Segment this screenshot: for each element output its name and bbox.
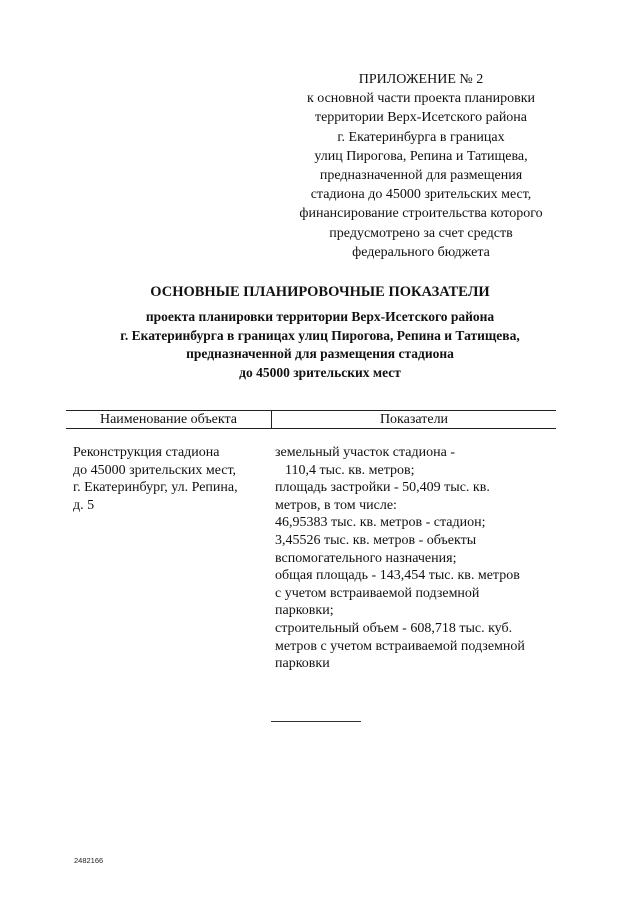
table-header-border (66, 428, 556, 429)
indicator-line: 3,45526 тыс. кв. метров - объекты (275, 532, 477, 548)
indicator-line: общая площадь - 143,454 тыс. кв. метров (275, 568, 520, 584)
table-top-border (66, 410, 556, 411)
document-subtitle (60, 308, 580, 382)
appendix-line: федерального бюджета (352, 244, 490, 260)
subtitle-line: до 45000 зрительских мест (239, 364, 401, 380)
subtitle-line: предназначенной для размещения стадиона (186, 346, 454, 361)
indicator-line: земельный участок стадиона - (275, 445, 455, 460)
indicator-line: метров с учетом встраиваемой подземной (275, 638, 525, 654)
appendix-line: территории Верх-Исетского района (314, 110, 528, 126)
indicator-line: вспомогательного назначения; (275, 550, 457, 566)
indicator-line: парковки (275, 656, 330, 672)
appendix-line: к основной части проекта планировки (306, 91, 536, 107)
table-cell-indicators (275, 444, 525, 673)
indicator-line: площадь застройки - 50,409 тыс. кв. (275, 480, 490, 496)
indicator-line: 110,4 тыс. кв. метров; (285, 462, 415, 478)
column-header-indicators: Показатели (379, 412, 449, 427)
table-cell-object (73, 444, 238, 514)
document-code: 2482166 (74, 856, 104, 865)
appendix-header (258, 70, 584, 262)
indicator-line: строительный объем - 608,718 тыс. куб. (275, 620, 513, 636)
indicator-line: парковки; (275, 603, 334, 619)
end-separator-line (271, 721, 361, 722)
appendix-line: улиц Пирогова, Репина и Татищева, (314, 148, 528, 164)
document-title: ОСНОВНЫЕ ПЛАНИРОВОЧНЫЕ ПОКАЗАТЕЛИ (150, 284, 490, 300)
indicator-line: метров, в том числе: (275, 497, 397, 513)
appendix-line: г. Екатеринбурга в границах (337, 129, 505, 145)
object-line: д. 5 (73, 497, 95, 513)
object-line: до 45000 зрительских мест, (73, 462, 237, 478)
column-header-object: Наименование объекта (99, 412, 238, 427)
subtitle-line: проекта планировки территории Верх-Исетского района (145, 309, 495, 324)
appendix-line: предназначенной для размещения (319, 168, 523, 184)
subtitle-line: г. Екатеринбурга в границах улиц Пирогова, Репина и Татищева, (120, 327, 520, 343)
object-line: Реконструкция стадиона (73, 445, 220, 460)
appendix-line: финансирование строительства которого (299, 206, 543, 222)
appendix-line: ПРИЛОЖЕНИЕ № 2 (358, 72, 484, 87)
object-line: г. Екатеринбург, ул. Репина, (73, 480, 238, 496)
indicator-line: с учетом встраиваемой подземной (275, 585, 480, 601)
indicator-line: 46,95383 тыс. кв. метров - стадион; (275, 515, 486, 531)
appendix-line: стадиона до 45000 зрительских мест, (310, 187, 532, 203)
appendix-line: предусмотрено за счет средств (329, 225, 513, 241)
